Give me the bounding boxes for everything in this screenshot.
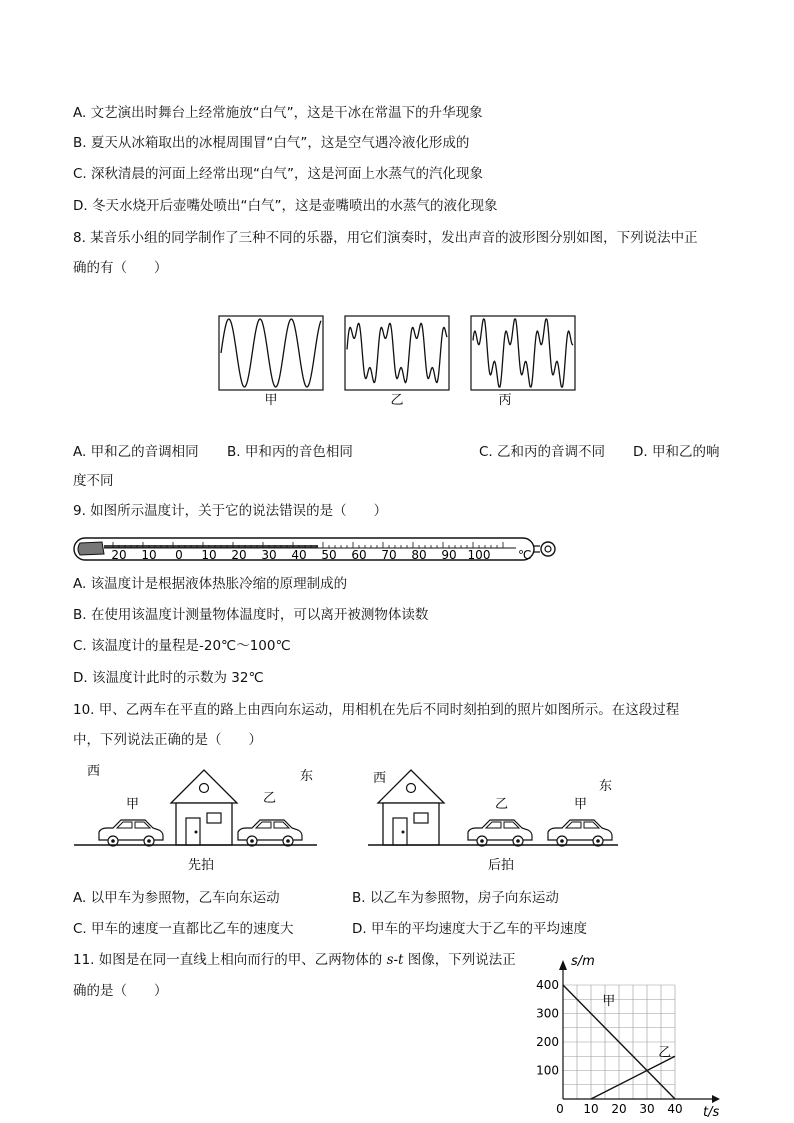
q9-stem: 9. 如图所示温度计，关于它的说法错误的是（ ） — [73, 503, 388, 519]
east-label-first: 东 — [300, 769, 314, 784]
st-y-arrow-icon — [559, 960, 567, 970]
thermometer-label: 90 — [441, 548, 457, 562]
q9-option-d: D. 该温度计此时的示数为 32℃ — [73, 670, 264, 686]
q7-option-c: C. 深秋清晨的河面上经常出现“白气”，这是河面上水蒸气的汽化现象 — [73, 166, 483, 182]
st-x-tick: 30 — [639, 1102, 655, 1116]
car-jia-first — [99, 820, 163, 846]
q7-option-d: D. 冬天水烧开后壶嘴处喷出“白气”，这是壶嘴喷出的水蒸气的液化现象 — [73, 198, 498, 214]
house-first — [171, 770, 237, 845]
st-y-tick: 400 — [536, 978, 559, 992]
q11-stem-post: 图像，下列说法正 — [403, 952, 516, 968]
q8-option-b: B. 甲和丙的音色相同 — [227, 444, 353, 460]
q8-stem: 8. 某音乐小组的同学制作了三种不同的乐器，用它们演奏时，发出声音的波形图分别如图，下列说法中正 — [73, 230, 698, 246]
q10-option-b: B. 以乙车为参照物，房子向东运动 — [352, 890, 559, 906]
q11-stem-var: s-t — [386, 952, 404, 968]
car-yi-later — [468, 820, 532, 846]
q10-option-d: D. 甲车的平均速度大于乙车的平均速度 — [352, 921, 587, 937]
waveform-yi — [347, 323, 447, 382]
q8-stem-cont: 确的有（ ） — [73, 260, 168, 276]
q8-option-c: C. 乙和丙的音调不同 — [479, 444, 606, 460]
thermometer-label: 70 — [381, 548, 397, 562]
st-y-tick: 200 — [536, 1035, 559, 1049]
cars-figure — [70, 758, 630, 878]
waveform-bing — [473, 319, 573, 387]
thermometer-label: 20 — [231, 548, 247, 562]
west-label-later: 西 — [373, 771, 387, 786]
q10-option-a: A. 以甲车为参照物，乙车向东运动 — [73, 890, 280, 906]
q11-stem-pre: 11. 如图是在同一直线上相向而行的甲、乙两物体的 — [73, 952, 387, 968]
thermometer-label: 0 — [175, 548, 183, 562]
west-label-first: 西 — [87, 764, 101, 779]
thermometer-label: 20 — [111, 548, 127, 562]
q10-option-c: C. 甲车的速度一直都比乙车的速度大 — [73, 921, 294, 937]
car-yi-label-later: 乙 — [495, 797, 509, 812]
waveform-label-jia: 甲 — [264, 393, 278, 408]
st-series-label-yi: 乙 — [658, 1045, 672, 1061]
q9-option-b: B. 在使用该温度计测量物体温度时，可以离开被测物体读数 — [73, 607, 429, 623]
thermometer-label: 30 — [261, 548, 277, 562]
thermometer-label: 50 — [321, 548, 337, 562]
q8-option-a: A. 甲和乙的音调相同 — [73, 444, 199, 460]
q7-option-b: B. 夏天从冰箱取出的冰棍周围冒“白气”，这是空气遇冷液化形成的 — [73, 135, 470, 151]
q7-option-a: A. 文艺演出时舞台上经常施放“白气”，这是干冰在常温下的升华现象 — [73, 105, 483, 121]
q9-option-a: A. 该温度计是根据液体热胀冷缩的原理制成的 — [73, 576, 348, 592]
waveform-jia-frame — [219, 316, 323, 390]
car-yi-first — [238, 820, 302, 846]
thermometer-connector — [534, 546, 540, 552]
thermometer-unit: ℃ — [518, 548, 532, 562]
waveform-figure — [215, 312, 580, 412]
st-x-tick-labels — [556, 1102, 682, 1116]
waveform-label-yi: 乙 — [390, 393, 404, 408]
thermometer-ring-inner — [545, 546, 551, 552]
thermometer-label: 40 — [291, 548, 307, 562]
thermometer-label: 100 — [467, 548, 491, 562]
thermometer-bulb — [78, 542, 104, 555]
car-yi-label-first: 乙 — [263, 791, 277, 806]
st-x-arrow-icon — [712, 1095, 720, 1103]
st-graph — [530, 948, 730, 1120]
caption-first: 先拍 — [187, 858, 215, 873]
thermometer-label: 10 — [141, 548, 157, 562]
q8-option-d: D. 甲和乙的响 — [633, 444, 720, 460]
st-y-tick: 100 — [536, 1063, 559, 1078]
st-x-tick: 40 — [667, 1102, 683, 1116]
st-y-tick: 300 — [536, 1006, 559, 1021]
thermometer-figure — [70, 530, 565, 566]
waveform-jia — [221, 319, 321, 387]
st-y-axis-label — [571, 954, 595, 969]
thermometer-label: 10 — [201, 548, 217, 562]
st-y-axis-label-text: s/m — [571, 954, 595, 969]
st-x-tick: 20 — [611, 1102, 627, 1116]
q8-option-d-cont: 度不同 — [73, 473, 114, 489]
st-x-tick: 10 — [583, 1102, 599, 1116]
st-x-axis-label: t/s — [703, 1105, 720, 1120]
q9-option-c: C. 该温度计的量程是-20℃～100℃ — [73, 638, 291, 654]
house-later — [378, 770, 444, 845]
car-jia-label-later: 甲 — [574, 797, 588, 812]
thermometer-label: 60 — [351, 548, 367, 562]
car-jia-label-first: 甲 — [126, 797, 140, 812]
q10-stem-cont: 中，下列说法正确的是（ ） — [73, 732, 262, 748]
q11-stem-cont: 确的是（ ） — [73, 983, 168, 999]
east-label-later: 东 — [599, 779, 613, 794]
thermometer-label: 80 — [411, 548, 427, 562]
caption-later: 后拍 — [487, 858, 515, 873]
st-x-tick: 0 — [556, 1102, 564, 1116]
st-series-label-jia: 甲 — [602, 993, 616, 1009]
waveform-label-bing: 丙 — [498, 393, 512, 408]
q11-stem — [73, 950, 516, 970]
st-y-tick-labels — [536, 978, 559, 1078]
q10-stem: 10. 甲、乙两车在平直的路上由西向东运动，用相机在先后不同时刻拍到的照片如图所示。在这段过程 — [73, 702, 680, 718]
car-jia-later — [548, 820, 612, 846]
